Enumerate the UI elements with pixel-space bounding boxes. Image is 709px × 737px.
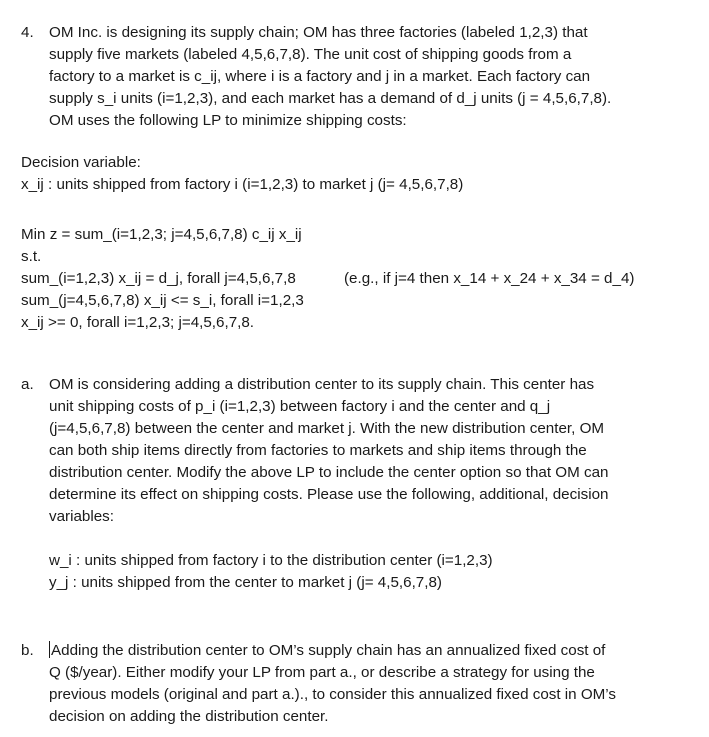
part-b-line-2: Q ($/year). Either modify your LP from part a., or describe a strategy for using the bbox=[49, 664, 595, 681]
part-b-text[interactable] bbox=[49, 640, 701, 728]
part-b-line-1-text: Adding the distribution center to OM’s supply chain has an annualized fixed cost of bbox=[51, 642, 606, 659]
question-line-5: OM uses the following LP to minimize shipping costs: bbox=[49, 112, 407, 129]
question-line-4: supply s_i units (i=1,2,3), and each market has a demand of d_j units (j = 4,5,6,7,8). bbox=[49, 90, 612, 107]
question-line-1: OM Inc. is designing its supply chain; OM has three factories (labeled 1,2,3) that bbox=[49, 24, 588, 41]
question-number: 4. bbox=[21, 24, 34, 41]
lp-objective: Min z = sum_(i=1,2,3; j=4,5,6,7,8) c_ij x_ij bbox=[21, 226, 302, 243]
part-a-label: a. bbox=[21, 376, 34, 393]
question-line-2: supply five markets (labeled 4,5,6,7,8). The unit cost of shipping goods from a bbox=[49, 46, 572, 63]
part-b-line-4: decision on adding the distribution center. bbox=[49, 708, 329, 725]
part-a-line-4: can both ship items directly from factories to markets and ship items through the bbox=[49, 442, 587, 459]
part-a-line-2: unit shipping costs of p_i (i=1,2,3) between factory i and the center and q_j bbox=[49, 398, 551, 415]
lp-demand-constraint: sum_(i=1,2,3) x_ij = d_j, forall j=4,5,6,7,8 bbox=[21, 270, 296, 287]
part-a-line-1: OM is considering adding a distribution center to its supply chain. This center has bbox=[49, 376, 595, 393]
part-a-text bbox=[49, 374, 701, 528]
lp-demand-example: (e.g., if j=4 then x_14 + x_24 + x_34 = d_4) bbox=[344, 270, 635, 287]
lp-nonnegativity-constraint: x_ij >= 0, forall i=1,2,3; j=4,5,6,7,8. bbox=[21, 314, 255, 331]
lp-subject-to: s.t. bbox=[21, 248, 42, 265]
part-b-label: b. bbox=[21, 642, 34, 659]
part-a-line-5: distribution center. Modify the above LP to include the center option so that OM can bbox=[49, 464, 609, 481]
text-cursor bbox=[49, 641, 50, 658]
part-b-line-1 bbox=[49, 640, 701, 662]
decision-variable-title: Decision variable: bbox=[21, 154, 141, 171]
decision-variable-y: y_j : units shipped from the center to market j (j= 4,5,6,7,8) bbox=[49, 574, 442, 591]
part-a-line-6: determine its effect on shipping costs. Please use the following, additional, decision bbox=[49, 486, 609, 503]
lp-supply-constraint: sum_(j=4,5,6,7,8) x_ij <= s_i, forall i=1,2,3 bbox=[21, 292, 304, 309]
decision-variable-w: w_i : units shipped from factory i to the distribution center (i=1,2,3) bbox=[49, 552, 493, 569]
part-b-line-3: previous models (original and part a.)., to consider this annualized fixed cost in OM’s bbox=[49, 686, 617, 703]
part-a-line-7: variables: bbox=[49, 508, 114, 525]
part-a-line-3: (j=4,5,6,7,8) between the center and market j. With the new distribution center, OM bbox=[49, 420, 605, 437]
question-text bbox=[49, 22, 701, 132]
question-line-3: factory to a market is c_ij, where i is a factory and j in a market. Each factory can bbox=[49, 68, 591, 85]
decision-variable-x: x_ij : units shipped from factory i (i=1,2,3) to market j (j= 4,5,6,7,8) bbox=[21, 176, 464, 193]
